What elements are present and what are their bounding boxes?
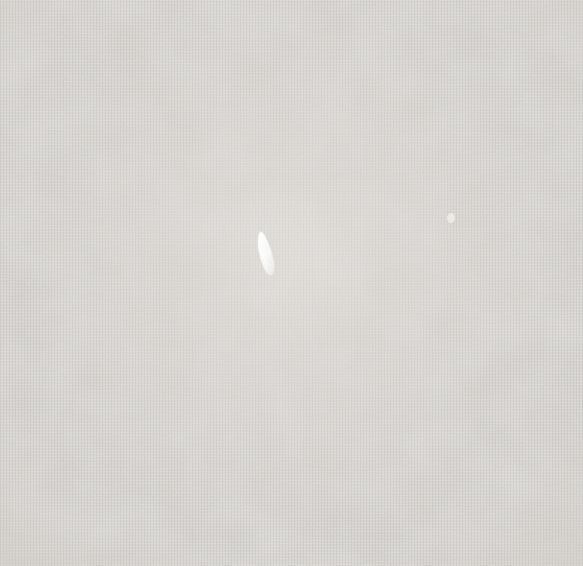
lint-speck (447, 213, 455, 223)
